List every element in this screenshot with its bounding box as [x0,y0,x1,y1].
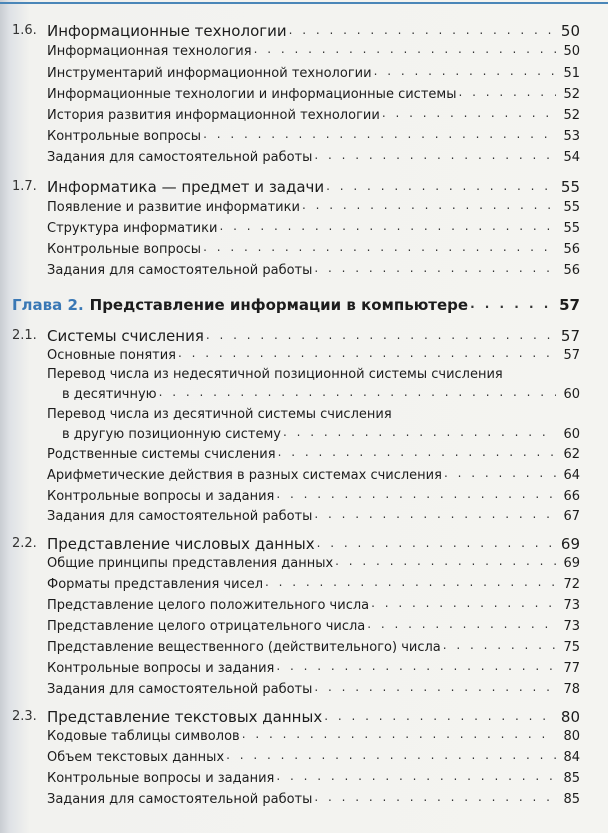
section-title: Информатика — предмет и задачи [47,178,325,196]
page-number: 80 [560,708,580,726]
entry-title: Информационные технологии и информационные системы [47,87,457,102]
top-rule [0,2,608,4]
entry-title: Объем текстовых данных [47,750,225,765]
section-title: Системы счисления [47,327,204,345]
page-number: 78 [563,682,580,697]
toc-entry[interactable] [47,61,580,81]
entry-title: Кодовые таблицы символов [47,729,240,744]
entry-title: Общие принципы представления данных [47,556,334,571]
leader-dots [254,42,556,56]
page-number: 72 [563,577,580,592]
entry-title: Арифметические действия в разных системах счисления [47,468,442,483]
leader-dots [289,23,556,37]
leader-dots [314,680,556,694]
toc-entry[interactable] [47,787,580,807]
entry-title-line2: в десятичную [62,387,157,402]
page-number: 50 [563,44,580,59]
entry-title: История развития информационной технологии [47,108,380,123]
entry-title: Структура информатики [47,221,218,236]
page-number: 51 [563,66,580,81]
section-number: 2.2. [12,536,37,551]
entry-title: Информационная технология [47,44,252,59]
toc-entry[interactable] [47,551,580,571]
page-number: 56 [563,242,580,257]
toc-entry[interactable] [47,103,580,123]
toc-entry[interactable] [47,677,580,697]
toc-entry[interactable] [47,572,580,592]
entry-title: Контрольные вопросы и задания [47,489,275,504]
section-number: 2.1. [12,328,37,343]
toc-entry[interactable] [47,635,580,655]
toc-section-1-7[interactable] [12,172,580,196]
leader-dots [382,106,556,120]
leader-dots [219,219,556,233]
entry-title: Задания для самостоятельной работы [47,792,313,807]
leader-dots [374,64,556,78]
section-title: Представление текстовых данных [47,708,323,726]
toc-entry[interactable] [47,82,580,102]
leader-dots [470,297,556,311]
page-number: 69 [560,535,580,553]
page-number: 52 [563,108,580,123]
entry-title: Инструментарий информационной технологии [47,66,372,81]
leader-dots [324,709,556,723]
leader-dots [326,179,556,193]
leader-dots [203,240,556,254]
section-number: 1.6. [12,23,37,38]
leader-dots [278,445,556,459]
toc-entry[interactable] [47,745,580,765]
leader-dots [159,385,556,399]
leader-dots [276,659,556,673]
toc-entry[interactable] [47,442,580,462]
leader-dots [314,790,556,804]
entry-title-line1: Перевод числа из недесятичной позиционной системы счисления [47,367,503,382]
toc-section-2-2[interactable] [12,529,580,553]
entry-title: Представление целого отрицательного числа [47,619,366,634]
toc-entry[interactable] [47,766,580,786]
leader-dots [335,554,556,568]
page-number: 75 [563,640,580,655]
page-number: 50 [560,22,580,40]
page-number: 55 [563,221,580,236]
entry-title: Задания для самостоятельной работы [47,150,313,165]
page-number: 53 [563,129,580,144]
page-number: 57 [559,296,580,314]
toc-entry[interactable] [47,593,580,613]
page-number: 85 [563,792,580,807]
page-number: 67 [563,509,580,524]
page-number: 60 [563,387,580,402]
entry-title: Задания для самостоятельной работы [47,509,313,524]
page-number: 52 [563,87,580,102]
page-number: 60 [563,427,580,442]
entry-title-line2: в другую позиционную систему [62,427,281,442]
entry-title: Задания для самостоятельной работы [47,682,313,697]
page-number: 64 [563,468,580,483]
leader-dots [314,507,556,521]
leader-dots [265,575,556,589]
toc-entry[interactable] [47,39,580,59]
entry-title: Контрольные вопросы [47,129,202,144]
toc-section-2-1[interactable] [12,321,580,345]
toc-entry[interactable] [47,124,580,144]
entry-title: Основные понятия [47,348,177,363]
toc-entry[interactable] [47,463,580,483]
leader-dots [276,487,556,501]
entry-title: Контрольные вопросы и задания [47,661,275,676]
leader-dots [458,85,556,99]
page-number: 77 [563,661,580,676]
toc-entry[interactable] [47,504,580,524]
entry-title: Контрольные вопросы и задания [47,771,275,786]
chapter-title: Представление информации в компьютере [89,296,469,314]
toc-entry[interactable] [47,237,580,257]
section-title: Представление числовых данных [47,535,315,553]
leader-dots [206,328,556,342]
toc-entry[interactable] [47,258,580,278]
page-number: 57 [563,348,580,363]
entry-title: Появление и развитие информатики [47,200,300,215]
page-number: 55 [563,200,580,215]
page-number: 69 [563,556,580,571]
page-number: 62 [563,447,580,462]
leader-dots [226,748,556,762]
page-number: 55 [560,178,580,196]
page-number: 54 [563,150,580,165]
toc-entry[interactable] [47,484,580,504]
page-number: 66 [563,489,580,504]
toc-entry-multiline[interactable] [47,402,580,442]
leader-dots [203,127,556,141]
entry-title: Представление целого положительного числа [47,598,370,613]
page-number: 80 [563,729,580,744]
toc-entry[interactable] [47,724,580,744]
page-number: 57 [560,327,580,345]
page-number: 85 [563,771,580,786]
section-number: 2.3. [12,709,37,724]
leader-dots [276,769,556,783]
leader-dots [367,617,556,631]
entry-title: Форматы представления чисел [47,577,264,592]
toc-section-1-6[interactable] [12,16,580,40]
leader-dots [242,727,556,741]
entry-title: Контрольные вопросы [47,242,202,257]
entry-title: Задания для самостоятельной работы [47,263,313,278]
leader-dots [444,466,556,480]
entry-title: Представление вещественного (действительного) числа [47,640,441,655]
leader-dots [317,536,556,550]
page-number: 73 [563,598,580,613]
toc-entry-multiline[interactable] [47,362,580,402]
section-number: 1.7. [12,179,37,194]
page-number: 73 [563,619,580,634]
leader-dots [178,346,556,360]
entry-title: Родственные системы счисления [47,447,276,462]
toc-entry[interactable] [47,145,580,165]
entry-title-line1: Перевод числа из десятичной системы счисления [47,407,392,422]
page-number: 84 [563,750,580,765]
toc-entry[interactable] [47,343,580,363]
leader-dots [283,425,556,439]
leader-dots [371,596,556,610]
toc-chapter-2[interactable] [12,290,580,314]
toc-section-2-3[interactable] [12,702,580,726]
toc-entry[interactable] [47,195,580,215]
leader-dots [314,261,556,275]
chapter-label: Глава 2. [12,296,84,314]
page-number: 56 [563,263,580,278]
leader-dots [443,638,556,652]
toc-entry[interactable] [47,656,580,676]
section-title: Информационные технологии [47,22,287,40]
leader-dots [302,198,556,212]
toc-entry[interactable] [47,614,580,634]
leader-dots [314,148,556,162]
toc-entry[interactable] [47,216,580,236]
